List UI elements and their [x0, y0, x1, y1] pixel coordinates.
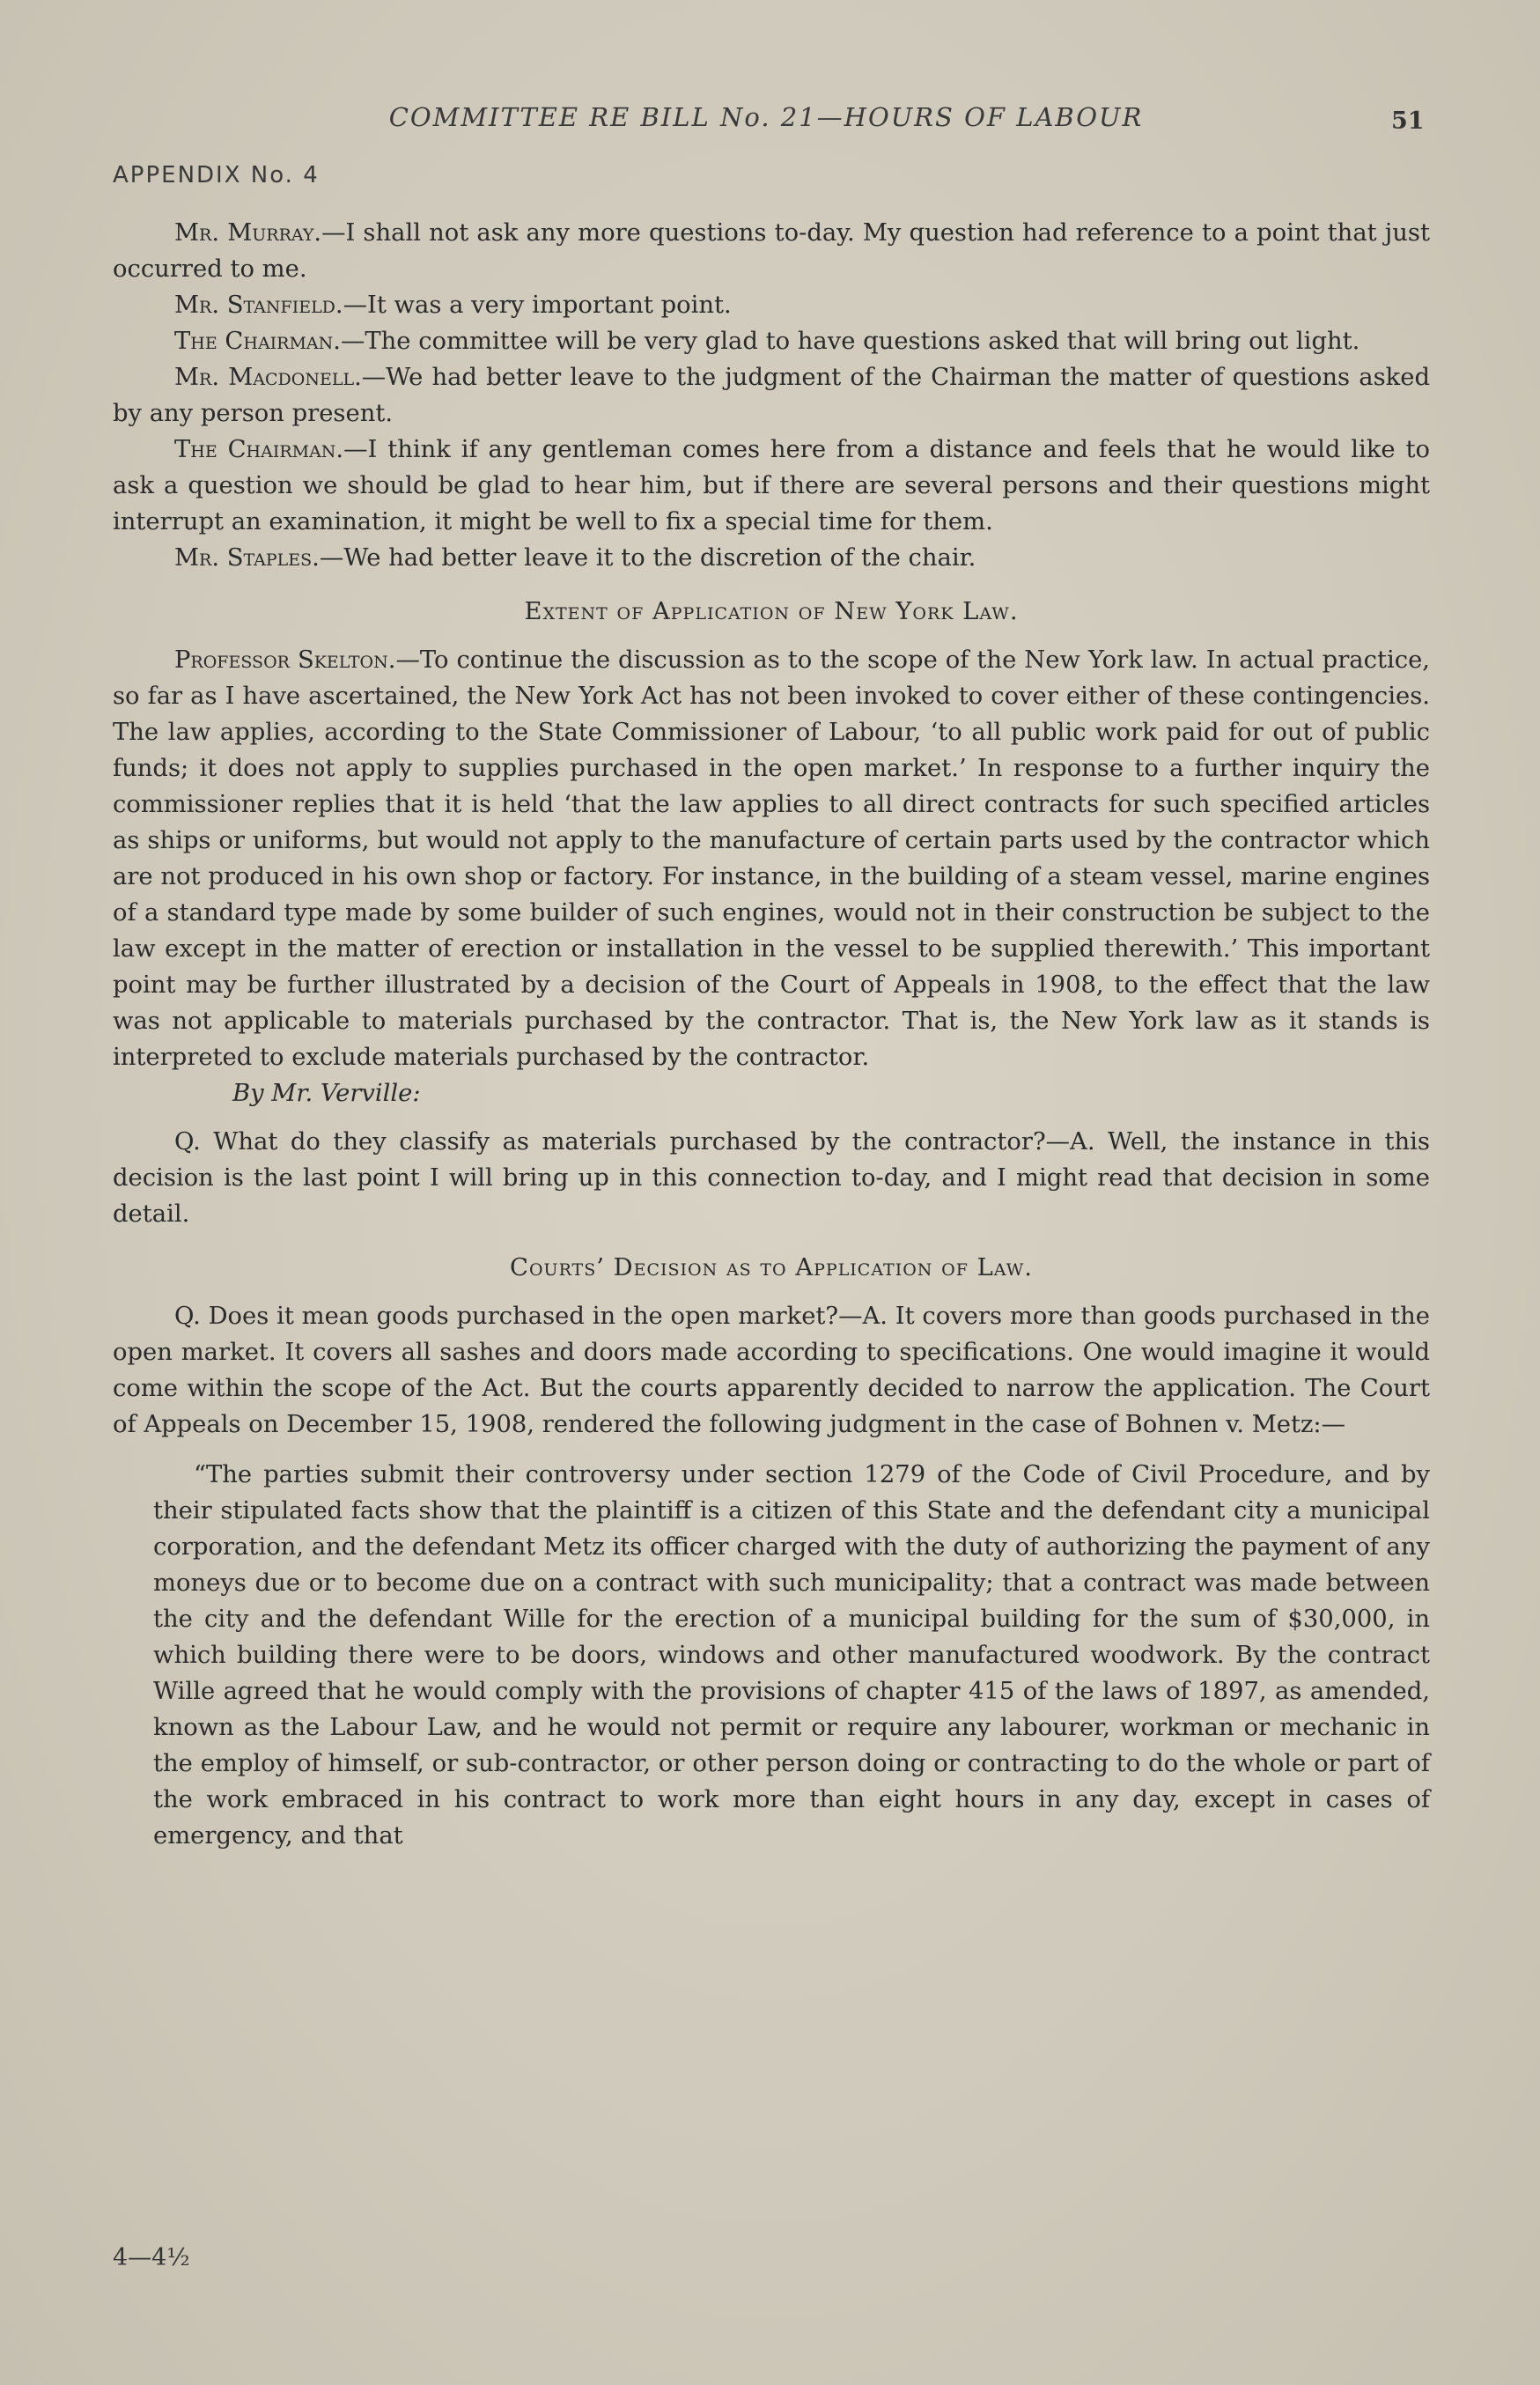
- paragraph: [113, 432, 1430, 540]
- paragraph: [113, 215, 1430, 287]
- body-text: [113, 215, 1430, 1854]
- paragraph: [113, 323, 1430, 359]
- page-header: [0, 95, 1540, 148]
- speaker-name: Mr. Staples.: [174, 544, 320, 572]
- examiner-line: By Mr. Verville:: [232, 1080, 421, 1107]
- paragraph: [113, 540, 1430, 576]
- running-head: COMMITTEE RE BILL No. 21—HOURS OF LABOUR: [388, 102, 1144, 132]
- speaker-name: Mr. Murray.: [174, 219, 322, 247]
- question-paragraph: Q. What do they classify as materials purchased by the contractor?—A. Well, the instance in this decision is the last point I will bring up in this connection to-day, and I might read that decision in some detail.: [113, 1128, 1430, 1228]
- speaker-name: Professor Skelton.: [174, 646, 396, 674]
- paragraph-text: —The committee will be very glad to have questions asked that will bring out light.: [340, 328, 1360, 355]
- speaker-name: Mr. Stanfield.: [174, 292, 343, 319]
- paragraph-text: —We had better leave it to the discretion of the chair.: [319, 544, 976, 572]
- paragraph-text: —I think if any gentleman comes here from a distance and feels that he would like to ask a question we should be glad to hear him, but if there are several persons and their questions might interrupt an examination, it might be well to fix a special time for them.: [113, 436, 1430, 535]
- paragraph-text: —We had better leave to the judgment of the Chairman the matter of questions asked by any person present.: [113, 364, 1430, 427]
- paragraph: [113, 287, 1430, 323]
- signature-mark: 4—4½: [113, 2244, 190, 2271]
- speaker-name: Mr. Macdonell.: [174, 364, 362, 391]
- speaker-name: The Chairman.: [174, 328, 341, 355]
- section-heading: Extent of Application of New York Law.: [524, 598, 1019, 625]
- page-number: 51: [1391, 107, 1425, 135]
- paragraph: [113, 359, 1430, 432]
- appendix-label: APPENDIX No. 4: [113, 162, 320, 188]
- question-paragraph: Q. Does it mean goods purchased in the open market?—A. It covers more than goods purchased in the open market. It covers all sashes and doors made according to specifications. One would imagine it would come within the scope of the Act. But the courts apparently decided to narrow the application. The Court of Appeals on December 15, 1908, rendered the following judgment in the case of Bohnen v. Metz:—: [113, 1303, 1430, 1438]
- paragraph-text: —To continue the discussion as to the scope of the New York law. In actual practice, so far as I have ascertained, the New York Act has not been invoked to cover either of these contingencies. The law applies, according to the State Commissioner of Labour, ‘to all public work paid for out of public funds; it does not apply to supplies purchased in the open market.’ In response to a further inquiry the commissioner replies that it is held ‘that the law applies to all direct contracts for such specified articles as ships or uniforms, but would not apply to the manufacture of certain parts used by the contractor which are not produced in his own shop or factory. For instance, in the building of a steam vessel, marine engines of a standard type made by some builder of such engines, would not in their construction be subject to the law except in the matter of erection or installation in the vessel to be supplied therewith.’ This important point may be further illustrated by a decision of the Court of Appeals in 1908, to the effect that the law was not applicable to materials purchased by the contractor. That is, the New York law as it stands is interpreted to exclude materials purchased by the contractor.: [113, 646, 1430, 1071]
- paragraph-text: —I shall not ask any more questions to-day. My question had reference to a point that just occurred to me.: [113, 219, 1430, 283]
- paragraph-text: —It was a very important point.: [343, 292, 732, 319]
- quoted-judgment: [113, 1457, 1430, 1854]
- speaker-name: The Chairman.: [174, 436, 344, 463]
- paragraph: [113, 642, 1430, 1075]
- quote-text: “The parties submit their controversy under section 1279 of the Code of Civil Procedure, and by their stipulated facts show that the plaintiff is a citizen of this State and the defendant city a municipal corporation, and the defendant Metz its officer charged with the duty of authorizing the payment of any moneys due or to become due on a contract with such municipality; that a contract was made between the city and the defendant Wille for the erection of a municipal building for the sum of $30,000, in which building there were to be doors, windows and other manufactured woodwork. By the contract Wille agreed that he would comply with the provisions of chapter 415 of the laws of 1897, as amended, known as the Labour Law, and he would not permit or require any labourer, workman or mechanic in the employ of himself, or sub-contractor, or other person doing or contracting to do the whole or part of the work embraced in his contract to work more than eight hours in any day, except in cases of emergency, and that: [153, 1461, 1430, 1850]
- section-heading: Courts’ Decision as to Application of Law.: [510, 1254, 1033, 1281]
